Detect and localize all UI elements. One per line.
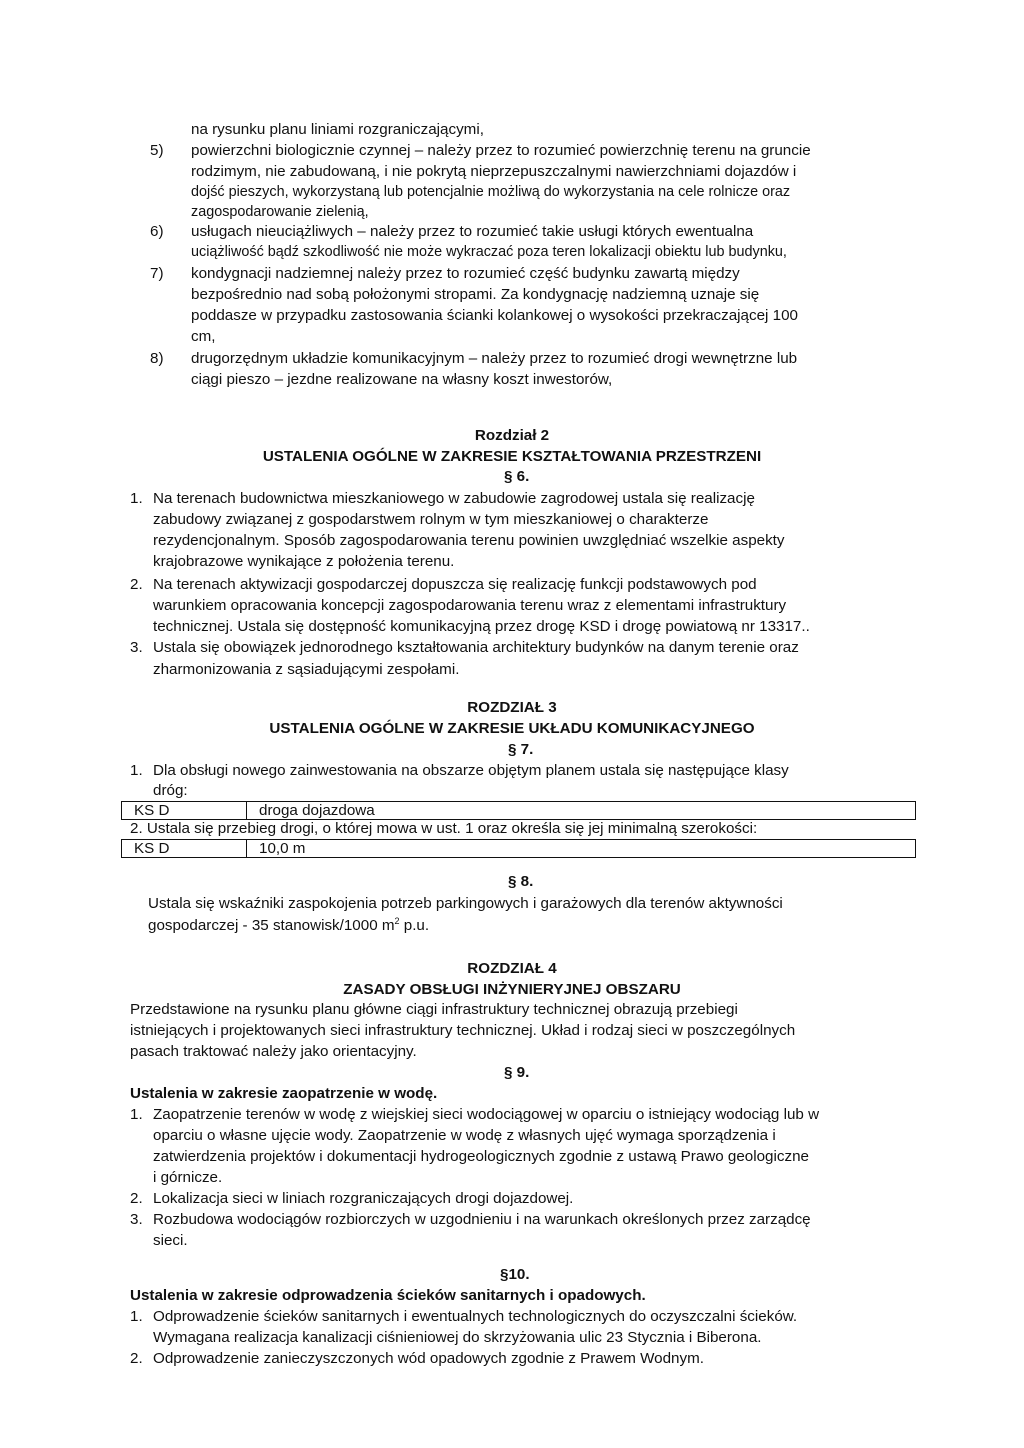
ch2-item-1-number: 1. [130, 490, 143, 507]
ch2-item-2-line: technicznej. Ustala się dostępność komunikacyjną przez drogę KSD i drogę powiatową nr 13317.. [153, 618, 810, 635]
road-width-code: KS D [122, 840, 247, 858]
ch2-item-3-number: 3. [130, 639, 143, 656]
chapter-3-heading: ROZDZIAŁ 3 [467, 699, 557, 716]
definition-6-number: 6) [150, 223, 164, 240]
road-class-table [121, 801, 916, 820]
sewage-item-2-line: Odprowadzenie zanieczyszczonych wód opadowych zgodnie z Prawem Wodnym. [153, 1350, 704, 1367]
definition-7-line: kondygnacji nadziemnej należy przez to rozumieć część budynku zawartą między [191, 265, 740, 282]
ch2-item-2-line: Na terenach aktywizacji gospodarczej dopuszcza się realizację funkcji podstawowych pod [153, 576, 757, 593]
definition-7-number: 7) [150, 265, 164, 282]
ch2-item-2-number: 2. [130, 576, 143, 593]
definition-5-number: 5) [150, 142, 164, 159]
water-item-1-line: i górnicze. [153, 1169, 223, 1186]
definition-6-line: usługach nieuciążliwych – należy przez to rozumieć takie usługi których ewentualna [191, 223, 754, 240]
parking-line-unit: p.u. [399, 917, 430, 934]
sewage-item-2-number: 2. [130, 1350, 143, 1367]
definition-7-line: bezpośrednio nad sobą położonymi stropami. Za kondygnację nadziemną uznaje się [191, 286, 760, 303]
definition-5-line: zagospodarowanie zielenią, [191, 204, 369, 220]
table-row [122, 802, 916, 820]
sewage-item-1-line: Odprowadzenie ścieków sanitarnych i ewentualnych technologicznych do oczyszczalni ścieków. [153, 1308, 798, 1325]
chapter-4-title: ZASADY OBSŁUGI INŻYNIERYJNEJ OBSZARU [343, 981, 681, 998]
ch3-item-1-line: Dla obsługi nowego zainwestowania na obszarze objętym planem ustala się następujące klasy [153, 762, 789, 779]
water-item-1-line: Zaopatrzenie terenów w wodę z wiejskiej sieci wodociągowej w oparciu o istniejący wodociąg lub w [153, 1106, 820, 1123]
chapter-2-title: USTALENIA OGÓLNE W ZAKRESIE KSZTAŁTOWANIA PRZESTRZENI [262, 448, 762, 465]
sewage-item-1-number: 1. [130, 1308, 143, 1325]
road-width-table [121, 839, 916, 858]
table-row [122, 840, 916, 858]
definition-8-number: 8) [150, 350, 164, 367]
parking-line [148, 917, 429, 935]
road-width-value: 10,0 m [247, 840, 916, 858]
water-item-2-number: 2. [130, 1190, 143, 1207]
definition-7-line: poddasze w przypadku zastosowania ścianki kolankowej o wysokości przekraczającej 100 [191, 307, 798, 324]
paragraph-6-marker: § 6. [504, 468, 530, 485]
water-supply-heading: Ustalenia w zakresie zaopatrzenie w wodę. [130, 1085, 438, 1102]
ch2-item-1-line: krajobrazowe wynikające z położenia terenu. [153, 553, 455, 570]
sewage-item-1-line: Wymagana realizacja kanalizacji ciśnieniowej do skrzyżowania ulic 23 Stycznia i Biberona. [153, 1329, 762, 1346]
ch2-item-3-line: Ustala się obowiązek jednorodnego kształtowania architektury budynków na danym terenie oraz [153, 639, 799, 656]
square-superscript: 2 [394, 916, 400, 926]
parking-line: Ustala się wskaźniki zaspokojenia potrzeb parkingowych i garażowych dla terenów aktywności [148, 895, 783, 912]
water-item-3-line: Rozbudowa wodociągów rozbiorczych w uzgodnieniu i na warunkach określonych przez zarządcę [153, 1211, 811, 1228]
chapter-3-title: USTALENIA OGÓLNE W ZAKRESIE UKŁADU KOMUNIKACYJNEGO [269, 720, 755, 737]
road-class-code: KS D [122, 802, 247, 820]
water-item-3-line: sieci. [153, 1232, 188, 1249]
road-class-name: droga dojazdowa [247, 802, 916, 820]
paragraph-7-marker: § 7. [508, 741, 534, 758]
ch3-item-1-number: 1. [130, 762, 143, 779]
definition-8-line: drugorzędnym układzie komunikacyjnym – należy przez to rozumieć drogi wewnętrzne lub [191, 350, 798, 367]
parking-line-text: gospodarczej - 35 stanowisk/1000 m [148, 917, 395, 934]
paragraph-8-marker: § 8. [508, 873, 534, 890]
ch3-item-2-line: 2. Ustala się przebieg drogi, o której mowa w ust. 1 oraz określa się jej minimalną szerokości: [130, 820, 758, 837]
definition-5-line: powierzchni biologicznie czynnej – należy przez to rozumieć powierzchnię terenu na gruncie [191, 142, 811, 159]
paragraph-9-marker: § 9. [504, 1064, 530, 1081]
intro-line: na rysunku planu liniami rozgraniczającymi, [191, 121, 484, 138]
ch4-intro-line: Przedstawione na rysunku planu główne ciągi infrastruktury technicznej obrazują przebiegi [130, 1001, 738, 1018]
ch4-intro-line: istniejących i projektowanych sieci infrastruktury technicznej. Układ i rodzaj sieci w poszczególnych [130, 1022, 796, 1039]
ch2-item-1-line: Na terenach budownictwa mieszkaniowego w zabudowie zagrodowej ustala się realizację [153, 490, 755, 507]
water-item-3-number: 3. [130, 1211, 143, 1228]
definition-7-line: cm, [191, 328, 216, 345]
chapter-2-heading: Rozdział 2 [474, 427, 550, 444]
ch2-item-2-line: warunkiem opracowania koncepcji zagospodarowania terenu wraz z elementami infrastruktury [153, 597, 787, 614]
ch2-item-1-line: zabudowy związanej z gospodarstwem rolnym w tym mieszkaniowej o charakterze [153, 511, 709, 528]
definition-5-line: dojść pieszych, wykorzystaną lub potencjalnie możliwą do wykorzystania na cele rolnicze oraz [191, 184, 791, 200]
ch3-item-1-line: dróg: [153, 782, 188, 799]
sewage-heading: Ustalenia w zakresie odprowadzenia ścieków sanitarnych i opadowych. [130, 1287, 646, 1304]
water-item-1-line: oparciu o własne ujęcie wody. Zaopatrzenie w wodę z własnych ujęć wymaga sporządzenia i [153, 1127, 776, 1144]
ch4-intro-line: pasach traktować należy jako orientacyjny. [130, 1043, 417, 1060]
water-item-2-line: Lokalizacja sieci w liniach rozgraniczających drogi dojazdowej. [153, 1190, 574, 1207]
ch2-item-1-line: rezydencjonalnym. Sposób zagospodarowania terenu powinien uwzględniać wszelkie aspekty [153, 532, 785, 549]
definition-5-line: rodzimym, nie zabudowaną, i nie pokrytą nieprzepuszczalnymi nawierzchniami dojazdów i [191, 163, 797, 180]
definition-8-line: ciągi pieszo – jezdne realizowane na własny koszt inwestorów, [191, 371, 613, 388]
ch2-item-3-line: zharmonizowania z sąsiadującymi zespołami. [153, 661, 460, 678]
water-item-1-number: 1. [130, 1106, 143, 1123]
chapter-4-heading: ROZDZIAŁ 4 [467, 960, 557, 977]
definition-6-line: uciążliwość bądź szkodliwość nie może wykraczać poza teren lokalizacji obiektu lub budynku, [191, 244, 787, 260]
water-item-1-line: zatwierdzenia projektów i dokumentacji hydrogeologicznych zgodnie z ustawą Prawo geologiczne [153, 1148, 809, 1165]
paragraph-10-marker: §10. [500, 1266, 530, 1283]
